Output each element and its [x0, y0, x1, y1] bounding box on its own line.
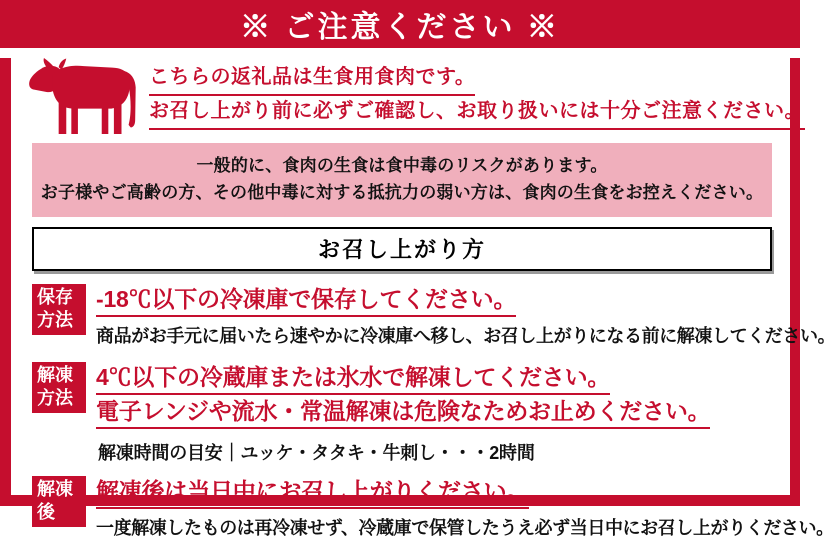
food-poisoning-warning-box [32, 143, 772, 217]
warning-line-1: 一般的に、食肉の生食は食中毒のリスクがあります。 [196, 156, 608, 175]
section-after-thawing [32, 476, 834, 540]
thawing-headline-2 [96, 396, 710, 430]
raw-meat-notice-text [149, 62, 805, 130]
notice-line-2-text: お召し上がり前に必ずご確認し、お取り扱いには十分ご注意ください。 [149, 96, 805, 130]
after-thawing-headline-text: 解凍後は当日中にお召し上がりください。 [96, 476, 529, 509]
notice-line-1 [149, 62, 805, 96]
warning-line-2: お子様やご高齢の方、その他中毒に対する抵抗力の弱い方は、食肉の生食をお控えください。 [40, 183, 764, 202]
thawing-headline-1 [96, 362, 710, 396]
content-frame [0, 58, 835, 538]
notice-line-1-text: こちらの返礼品は生食用食肉です。 [149, 62, 475, 96]
label-line: 後 [37, 502, 55, 522]
section-thawing [32, 362, 772, 465]
section-after-thawing-label [32, 476, 86, 527]
section-storage-label [32, 284, 86, 335]
storage-body-text: 商品がお手元に届いたら速やかに冷凍庫へ移し、お召し上がりになる前に解凍してください。 [96, 326, 835, 346]
section-thawing-body [96, 362, 710, 465]
section-storage [32, 284, 835, 348]
thawing-time-note: 解凍時間の目安｜ユッケ・タタキ・牛刺し・・・2時間 [98, 443, 535, 463]
howto-heading-box [32, 227, 772, 271]
caution-banner [0, 0, 800, 48]
thawing-headline-1-text: 4℃以下の冷蔵庫または氷水で解凍してください。 [96, 362, 610, 395]
label-line: 解凍 [37, 365, 73, 385]
label-line: 解凍 [37, 479, 73, 499]
label-line: 方法 [37, 388, 73, 408]
storage-headline [96, 284, 772, 318]
section-thawing-label [32, 362, 86, 413]
howto-heading-title: お召し上がり方 [317, 237, 486, 262]
storage-headline-text: -18℃以下の冷凍庫で保存してください。 [96, 284, 516, 317]
label-line: 方法 [37, 310, 73, 330]
thawing-headline-2-text: 電子レンジや流水・常温解凍は危険なためお止めください。 [96, 396, 710, 429]
caution-banner-title: ※ ご注意ください ※ [240, 11, 560, 44]
section-after-thawing-body [96, 476, 834, 540]
label-line: 保存 [37, 287, 73, 307]
after-thawing-headline [96, 476, 772, 510]
section-storage-body [96, 284, 835, 348]
raw-meat-notice [28, 58, 805, 134]
notice-line-2 [149, 96, 805, 130]
cow-icon [28, 58, 140, 134]
after-thawing-body-text: 一度解凍したものは再冷凍せず、冷蔵庫で保管したうえ必ず当日中にお召し上がりください。 [96, 518, 834, 538]
